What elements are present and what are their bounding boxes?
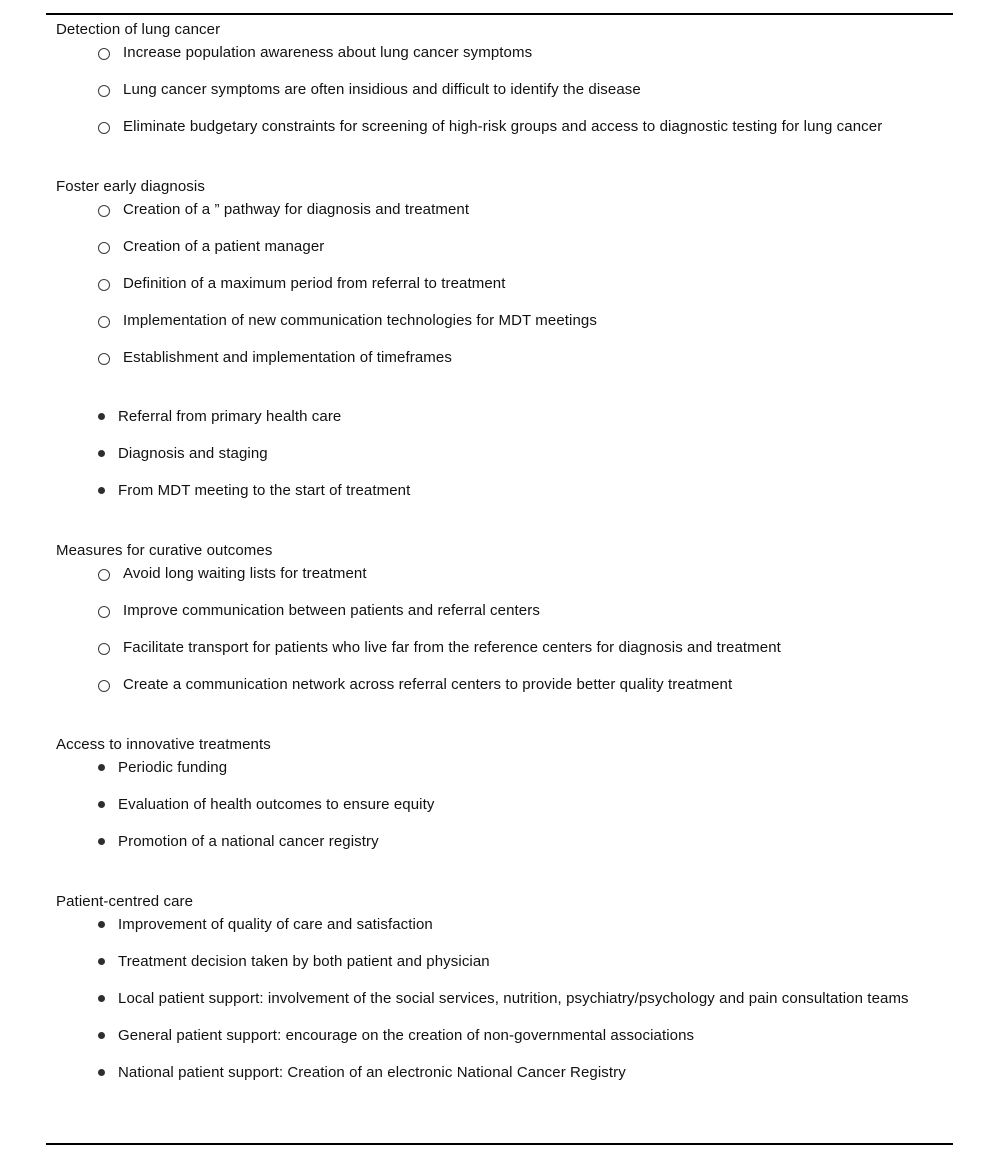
- list-item-text: Facilitate transport for patients who live far from the reference centers for diagnosis and treatment: [123, 639, 781, 656]
- circle-bullet-icon: [98, 85, 110, 97]
- list-item-text: Periodic funding: [118, 759, 228, 776]
- circle-bullet-icon: [98, 680, 110, 692]
- disc-bullet-icon: [98, 958, 105, 965]
- circle-bullet-icon: [98, 569, 110, 581]
- list-item: [56, 914, 930, 935]
- section-heading: Patient-centred care: [56, 893, 194, 910]
- table-top-rule: [46, 13, 953, 15]
- strategy-list: [56, 563, 930, 695]
- circle-bullet-icon: [98, 606, 110, 618]
- disc-bullet-icon: [98, 801, 105, 808]
- list-item: [56, 406, 930, 427]
- list-item-text: From MDT meeting to the start of treatment: [118, 482, 411, 499]
- list-item-text: Implementation of new communication technologies for MDT meetings: [123, 312, 597, 329]
- circle-bullet-icon: [98, 122, 110, 134]
- list-item-text: Avoid long waiting lists for treatment: [123, 565, 367, 582]
- disc-bullet-icon: [98, 450, 105, 457]
- circle-bullet-icon: [98, 48, 110, 60]
- disc-bullet-icon: [98, 995, 105, 1002]
- list-item: [56, 637, 930, 658]
- list-item-text: Promotion of a national cancer registry: [118, 833, 379, 850]
- list-item: [56, 79, 930, 100]
- list-item: [56, 1062, 930, 1083]
- section-patient-centred-care: [56, 891, 930, 1083]
- list-item: [56, 480, 930, 501]
- section-foster-early-diagnosis: [56, 176, 930, 501]
- strategy-list: [56, 757, 930, 852]
- list-item-text: Improve communication between patients and referral centers: [123, 602, 540, 619]
- list-item: [56, 443, 930, 464]
- list-item-text: Diagnosis and staging: [118, 445, 268, 462]
- list-item: [56, 600, 930, 621]
- disc-bullet-icon: [98, 1069, 105, 1076]
- circle-bullet-icon: [98, 316, 110, 328]
- list-item: [56, 1025, 930, 1046]
- strategy-list: [56, 42, 930, 137]
- list-item: [56, 347, 930, 368]
- circle-bullet-icon: [98, 643, 110, 655]
- circle-bullet-icon: [98, 205, 110, 217]
- disc-bullet-icon: [98, 1032, 105, 1039]
- list-item-text: Evaluation of health outcomes to ensure equity: [118, 796, 435, 813]
- list-item: [56, 674, 930, 695]
- list-item-text: National patient support: Creation of an electronic National Cancer Registry: [118, 1064, 626, 1081]
- strategy-sublist: [56, 406, 930, 501]
- list-item: [56, 116, 930, 137]
- list-item: [56, 563, 930, 584]
- list-item-text: Increase population awareness about lung cancer symptoms: [123, 44, 533, 61]
- list-item-text: Referral from primary health care: [118, 408, 342, 425]
- section-heading: Detection of lung cancer: [56, 21, 221, 38]
- list-item-text: Definition of a maximum period from referral to treatment: [123, 275, 506, 292]
- list-item: [56, 831, 930, 852]
- section-access-to-innovative-treatments: [56, 734, 930, 852]
- list-item: [56, 199, 930, 220]
- section-heading: Access to innovative treatments: [56, 736, 271, 753]
- disc-bullet-icon: [98, 838, 105, 845]
- list-item: [56, 42, 930, 63]
- list-item-text: Create a communication network across referral centers to provide better quality treatment: [123, 676, 733, 693]
- list-item: [56, 236, 930, 257]
- list-item-text: Creation of a ” pathway for diagnosis and treatment: [123, 201, 470, 218]
- list-item-text: Establishment and implementation of timeframes: [123, 349, 452, 366]
- list-item-text: Eliminate budgetary constraints for screening of high-risk groups and access to diagnostic testing for lung cancer: [123, 118, 883, 135]
- list-item: [56, 310, 930, 331]
- list-item-text: Improvement of quality of care and satisfaction: [118, 916, 433, 933]
- list-item-text: Lung cancer symptoms are often insidious and difficult to identify the disease: [123, 81, 641, 98]
- circle-bullet-icon: [98, 353, 110, 365]
- list-item: [56, 757, 930, 778]
- list-item-text: Local patient support: involvement of the social services, nutrition, psychiatry/psychology and pain consultation teams: [118, 990, 909, 1007]
- table-content: [56, 19, 930, 1083]
- table-bottom-rule: [46, 1143, 953, 1145]
- disc-bullet-icon: [98, 487, 105, 494]
- section-detection-of-lung-cancer: [56, 19, 930, 137]
- list-item-text: General patient support: encourage on the creation of non-governmental associations: [118, 1027, 695, 1044]
- list-item: [56, 273, 930, 294]
- section-measures-for-curative-outcomes: [56, 540, 930, 695]
- disc-bullet-icon: [98, 921, 105, 928]
- list-item-text: Creation of a patient manager: [123, 238, 325, 255]
- list-item: [56, 951, 930, 972]
- list-item: [56, 988, 930, 1009]
- disc-bullet-icon: [98, 764, 105, 771]
- section-heading: Measures for curative outcomes: [56, 542, 273, 559]
- strategy-list: [56, 199, 930, 368]
- disc-bullet-icon: [98, 413, 105, 420]
- section-heading: Foster early diagnosis: [56, 178, 205, 195]
- circle-bullet-icon: [98, 279, 110, 291]
- list-item: [56, 794, 930, 815]
- strategy-list: [56, 914, 930, 1083]
- list-item-text: Treatment decision taken by both patient and physician: [118, 953, 490, 970]
- circle-bullet-icon: [98, 242, 110, 254]
